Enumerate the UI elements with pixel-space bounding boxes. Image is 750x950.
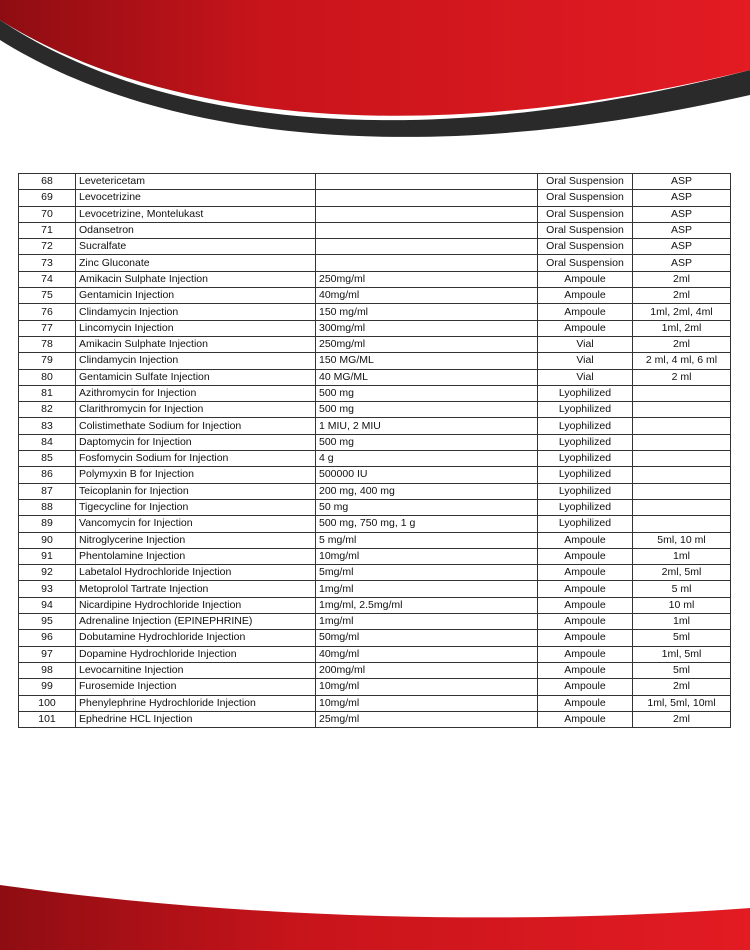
- pack-size-cell: [633, 451, 731, 467]
- dosage-form-cell: Ampoule: [538, 304, 633, 320]
- dosage-form-cell: Oral Suspension: [538, 206, 633, 222]
- table-row: [19, 336, 731, 352]
- table-row: [19, 548, 731, 564]
- product-name-cell: Daptomycin for Injection: [76, 434, 316, 450]
- table-row: [19, 581, 731, 597]
- table-row: [19, 451, 731, 467]
- dosage-form-cell: Ampoule: [538, 630, 633, 646]
- table-row: [19, 516, 731, 532]
- dosage-form-cell: Oral Suspension: [538, 174, 633, 190]
- table-row: [19, 711, 731, 727]
- pack-size-cell: ASP: [633, 190, 731, 206]
- row-number-cell: 74: [19, 271, 76, 287]
- pack-size-cell: ASP: [633, 222, 731, 238]
- strength-cell: 25mg/ml: [316, 711, 538, 727]
- pack-size-cell: 5 ml: [633, 581, 731, 597]
- row-number-cell: 95: [19, 614, 76, 630]
- dosage-form-cell: Ampoule: [538, 288, 633, 304]
- header-red-swoosh: [0, 0, 750, 150]
- row-number-cell: 96: [19, 630, 76, 646]
- product-name-cell: Levetericetam: [76, 174, 316, 190]
- pack-size-cell: [633, 499, 731, 515]
- dosage-form-cell: Lyophilized: [538, 467, 633, 483]
- product-name-cell: Sucralfate: [76, 239, 316, 255]
- row-number-cell: 101: [19, 711, 76, 727]
- table-row: [19, 695, 731, 711]
- dosage-form-cell: Ampoule: [538, 565, 633, 581]
- strength-cell: 40 MG/ML: [316, 369, 538, 385]
- row-number-cell: 77: [19, 320, 76, 336]
- table-row: [19, 434, 731, 450]
- dosage-form-cell: Ampoule: [538, 711, 633, 727]
- pack-size-cell: 1ml, 2ml, 4ml: [633, 304, 731, 320]
- strength-cell: 150 MG/ML: [316, 353, 538, 369]
- pack-size-cell: 10 ml: [633, 597, 731, 613]
- product-name-cell: Gentamicin Sulfate Injection: [76, 369, 316, 385]
- row-number-cell: 83: [19, 418, 76, 434]
- strength-cell: 1 MIU, 2 MIU: [316, 418, 538, 434]
- product-name-cell: Adrenaline Injection (EPINEPHRINE): [76, 614, 316, 630]
- strength-cell: [316, 174, 538, 190]
- product-name-cell: Tigecycline for Injection: [76, 499, 316, 515]
- strength-cell: 50mg/ml: [316, 630, 538, 646]
- product-name-cell: Dopamine Hydrochloride Injection: [76, 646, 316, 662]
- strength-cell: 250mg/ml: [316, 271, 538, 287]
- strength-cell: 40mg/ml: [316, 288, 538, 304]
- product-name-cell: Teicoplanin for Injection: [76, 483, 316, 499]
- row-number-cell: 80: [19, 369, 76, 385]
- pack-size-cell: 2ml: [633, 711, 731, 727]
- product-name-cell: Clarithromycin for Injection: [76, 402, 316, 418]
- row-number-cell: 90: [19, 532, 76, 548]
- dosage-form-cell: Oral Suspension: [538, 255, 633, 271]
- dosage-form-cell: Lyophilized: [538, 499, 633, 515]
- row-number-cell: 93: [19, 581, 76, 597]
- strength-cell: 150 mg/ml: [316, 304, 538, 320]
- table-row: [19, 532, 731, 548]
- dosage-form-cell: Vial: [538, 353, 633, 369]
- strength-cell: 500 mg: [316, 402, 538, 418]
- strength-cell: [316, 190, 538, 206]
- pack-size-cell: 2ml: [633, 679, 731, 695]
- pack-size-cell: 2ml: [633, 271, 731, 287]
- row-number-cell: 92: [19, 565, 76, 581]
- strength-cell: [316, 255, 538, 271]
- dosage-form-cell: Ampoule: [538, 320, 633, 336]
- table-row: [19, 353, 731, 369]
- product-name-cell: Clindamycin Injection: [76, 353, 316, 369]
- product-name-cell: Odansetron: [76, 222, 316, 238]
- row-number-cell: 84: [19, 434, 76, 450]
- dosage-form-cell: Ampoule: [538, 271, 633, 287]
- dosage-form-cell: Vial: [538, 336, 633, 352]
- product-name-cell: Gentamicin Injection: [76, 288, 316, 304]
- table-row: [19, 288, 731, 304]
- product-name-cell: Nicardipine Hydrochloride Injection: [76, 597, 316, 613]
- table-row: [19, 222, 731, 238]
- table-row: [19, 418, 731, 434]
- pack-size-cell: ASP: [633, 239, 731, 255]
- product-name-cell: Furosemide Injection: [76, 679, 316, 695]
- product-name-cell: Phentolamine Injection: [76, 548, 316, 564]
- dosage-form-cell: Ampoule: [538, 679, 633, 695]
- strength-cell: [316, 222, 538, 238]
- table-row: [19, 304, 731, 320]
- pack-size-cell: 2 ml, 4 ml, 6 ml: [633, 353, 731, 369]
- table-row: [19, 662, 731, 678]
- product-name-cell: Levocetrizine: [76, 190, 316, 206]
- dosage-form-cell: Lyophilized: [538, 516, 633, 532]
- pack-size-cell: ASP: [633, 174, 731, 190]
- strength-cell: 500000 IU: [316, 467, 538, 483]
- dosage-form-cell: Ampoule: [538, 614, 633, 630]
- pack-size-cell: 1ml, 5ml: [633, 646, 731, 662]
- product-name-cell: Vancomycin for Injection: [76, 516, 316, 532]
- row-number-cell: 68: [19, 174, 76, 190]
- product-name-cell: Clindamycin Injection: [76, 304, 316, 320]
- dosage-form-cell: Vial: [538, 369, 633, 385]
- strength-cell: 1mg/ml, 2.5mg/ml: [316, 597, 538, 613]
- dosage-form-cell: Oral Suspension: [538, 190, 633, 206]
- pack-size-cell: [633, 434, 731, 450]
- pack-size-cell: 5ml: [633, 662, 731, 678]
- table-row: [19, 646, 731, 662]
- strength-cell: 10mg/ml: [316, 679, 538, 695]
- pack-size-cell: ASP: [633, 255, 731, 271]
- dosage-form-cell: Ampoule: [538, 532, 633, 548]
- dosage-form-cell: Ampoule: [538, 695, 633, 711]
- table-row: [19, 597, 731, 613]
- dosage-form-cell: Oral Suspension: [538, 239, 633, 255]
- pack-size-cell: 5ml, 10 ml: [633, 532, 731, 548]
- strength-cell: [316, 206, 538, 222]
- row-number-cell: 76: [19, 304, 76, 320]
- strength-cell: 500 mg: [316, 385, 538, 401]
- row-number-cell: 72: [19, 239, 76, 255]
- strength-cell: 4 g: [316, 451, 538, 467]
- product-name-cell: Colistimethate Sodium for Injection: [76, 418, 316, 434]
- row-number-cell: 79: [19, 353, 76, 369]
- product-name-cell: Amikacin Sulphate Injection: [76, 271, 316, 287]
- dosage-form-cell: Oral Suspension: [538, 222, 633, 238]
- table-row: [19, 206, 731, 222]
- row-number-cell: 73: [19, 255, 76, 271]
- row-number-cell: 71: [19, 222, 76, 238]
- pack-size-cell: 2ml: [633, 288, 731, 304]
- strength-cell: 10mg/ml: [316, 548, 538, 564]
- pack-size-cell: ASP: [633, 206, 731, 222]
- product-name-cell: Nitroglycerine Injection: [76, 532, 316, 548]
- product-name-cell: Levocetrizine, Montelukast: [76, 206, 316, 222]
- strength-cell: 1mg/ml: [316, 614, 538, 630]
- product-name-cell: Amikacin Sulphate Injection: [76, 336, 316, 352]
- pack-size-cell: 1ml, 2ml: [633, 320, 731, 336]
- strength-cell: [316, 239, 538, 255]
- row-number-cell: 82: [19, 402, 76, 418]
- product-name-cell: Zinc Gluconate: [76, 255, 316, 271]
- row-number-cell: 81: [19, 385, 76, 401]
- table-row: [19, 483, 731, 499]
- product-table: [18, 173, 731, 728]
- row-number-cell: 87: [19, 483, 76, 499]
- pack-size-cell: 1ml: [633, 614, 731, 630]
- table-row: [19, 369, 731, 385]
- table-row: [19, 630, 731, 646]
- row-number-cell: 98: [19, 662, 76, 678]
- product-name-cell: Azithromycin for Injection: [76, 385, 316, 401]
- strength-cell: 200mg/ml: [316, 662, 538, 678]
- dosage-form-cell: Lyophilized: [538, 418, 633, 434]
- table-row: [19, 467, 731, 483]
- row-number-cell: 100: [19, 695, 76, 711]
- pack-size-cell: 2 ml: [633, 369, 731, 385]
- pack-size-cell: 2ml: [633, 336, 731, 352]
- product-name-cell: Labetalol Hydrochloride Injection: [76, 565, 316, 581]
- row-number-cell: 85: [19, 451, 76, 467]
- strength-cell: 10mg/ml: [316, 695, 538, 711]
- row-number-cell: 69: [19, 190, 76, 206]
- row-number-cell: 70: [19, 206, 76, 222]
- row-number-cell: 97: [19, 646, 76, 662]
- pack-size-cell: 1ml: [633, 548, 731, 564]
- dosage-form-cell: Ampoule: [538, 548, 633, 564]
- strength-cell: 5 mg/ml: [316, 532, 538, 548]
- dosage-form-cell: Ampoule: [538, 581, 633, 597]
- pack-size-cell: [633, 483, 731, 499]
- product-name-cell: Metoprolol Tartrate Injection: [76, 581, 316, 597]
- strength-cell: 250mg/ml: [316, 336, 538, 352]
- strength-cell: 40mg/ml: [316, 646, 538, 662]
- product-name-cell: Dobutamine Hydrochloride Injection: [76, 630, 316, 646]
- footer-red-swoosh: [0, 870, 750, 950]
- product-name-cell: Lincomycin Injection: [76, 320, 316, 336]
- row-number-cell: 88: [19, 499, 76, 515]
- pack-size-cell: [633, 402, 731, 418]
- row-number-cell: 75: [19, 288, 76, 304]
- row-number-cell: 89: [19, 516, 76, 532]
- table-row: [19, 679, 731, 695]
- pack-size-cell: 2ml, 5ml: [633, 565, 731, 581]
- table-row: [19, 402, 731, 418]
- pack-size-cell: [633, 418, 731, 434]
- product-name-cell: Ephedrine HCL Injection: [76, 711, 316, 727]
- pack-size-cell: 1ml, 5ml, 10ml: [633, 695, 731, 711]
- dosage-form-cell: Lyophilized: [538, 434, 633, 450]
- table-row: [19, 565, 731, 581]
- product-name-cell: Phenylephrine Hydrochloride Injection: [76, 695, 316, 711]
- pack-size-cell: 5ml: [633, 630, 731, 646]
- row-number-cell: 78: [19, 336, 76, 352]
- strength-cell: 5mg/ml: [316, 565, 538, 581]
- table-row: [19, 190, 731, 206]
- dosage-form-cell: Lyophilized: [538, 451, 633, 467]
- pack-size-cell: [633, 516, 731, 532]
- dosage-form-cell: Lyophilized: [538, 385, 633, 401]
- table-row: [19, 385, 731, 401]
- dosage-form-cell: Ampoule: [538, 646, 633, 662]
- pack-size-cell: [633, 385, 731, 401]
- pack-size-cell: [633, 467, 731, 483]
- row-number-cell: 99: [19, 679, 76, 695]
- dosage-form-cell: Lyophilized: [538, 483, 633, 499]
- dosage-form-cell: Ampoule: [538, 597, 633, 613]
- table-row: [19, 271, 731, 287]
- strength-cell: 300mg/ml: [316, 320, 538, 336]
- strength-cell: 200 mg, 400 mg: [316, 483, 538, 499]
- strength-cell: 500 mg, 750 mg, 1 g: [316, 516, 538, 532]
- table-row: [19, 614, 731, 630]
- row-number-cell: 91: [19, 548, 76, 564]
- product-name-cell: Levocarnitine Injection: [76, 662, 316, 678]
- table-row: [19, 174, 731, 190]
- row-number-cell: 86: [19, 467, 76, 483]
- dosage-form-cell: Lyophilized: [538, 402, 633, 418]
- strength-cell: 500 mg: [316, 434, 538, 450]
- product-name-cell: Polymyxin B for Injection: [76, 467, 316, 483]
- table-row: [19, 239, 731, 255]
- row-number-cell: 94: [19, 597, 76, 613]
- strength-cell: 50 mg: [316, 499, 538, 515]
- product-name-cell: Fosfomycin Sodium for Injection: [76, 451, 316, 467]
- dosage-form-cell: Ampoule: [538, 662, 633, 678]
- table-row: [19, 499, 731, 515]
- table-row: [19, 255, 731, 271]
- table-row: [19, 320, 731, 336]
- strength-cell: 1mg/ml: [316, 581, 538, 597]
